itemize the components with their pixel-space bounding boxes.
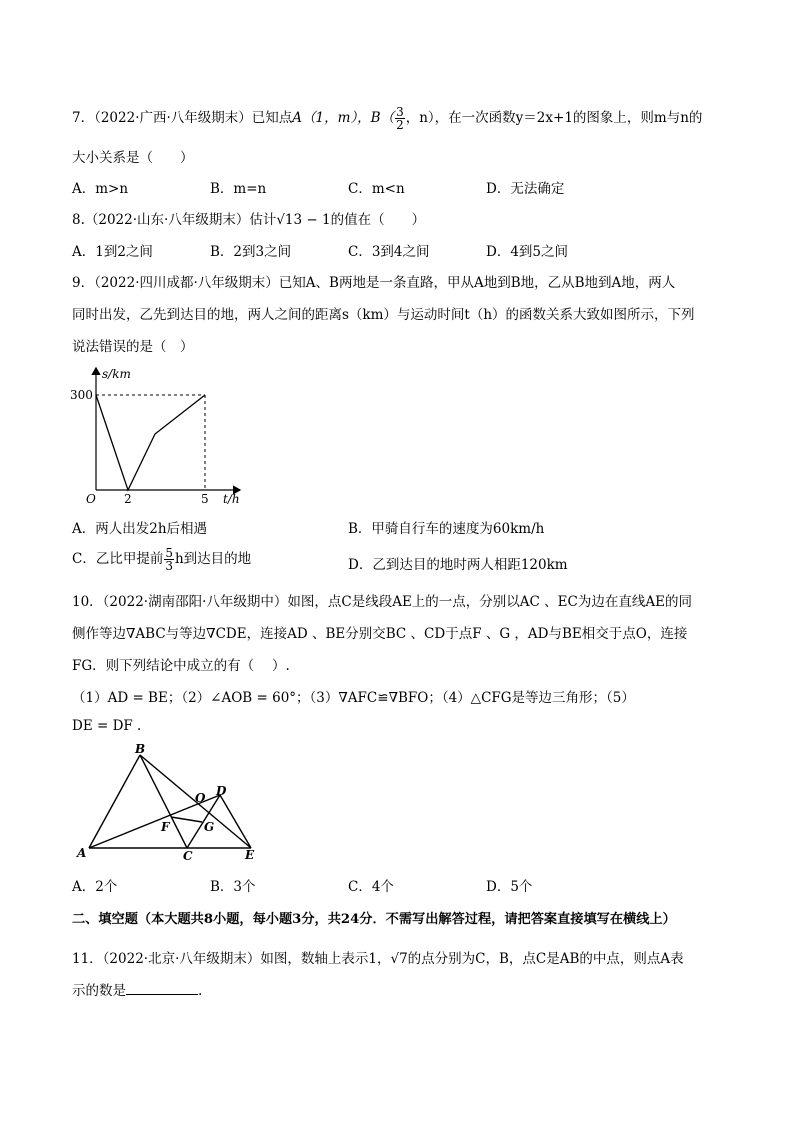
q9-optc-den: 3 xyxy=(165,559,173,573)
q7-frac-num: 3 xyxy=(396,105,404,119)
q8-text-after: 的值在（ ） xyxy=(330,212,426,228)
q10-option-b: B．3个 xyxy=(210,879,256,895)
q8-option-d: D．4到5之间 xyxy=(486,244,569,260)
q8-line xyxy=(72,208,425,228)
q11-line2 xyxy=(72,979,202,999)
q10-label-e: E xyxy=(245,848,255,862)
q11-radical: √7 xyxy=(390,951,408,967)
q10-segment-ab xyxy=(89,755,140,848)
q9-ytick-300: 300 xyxy=(70,388,93,402)
q8-option-b: B．2到3之间 xyxy=(210,244,292,260)
q7-option-b: B．m=n xyxy=(210,181,267,197)
q9-line2: 同时出发，乙先到达目的地，两人之间的距离s（km）与运动时间t（h）的函数关系大致如图所示，下列 xyxy=(72,307,695,323)
q10-option-d: D．5个 xyxy=(486,879,533,895)
q9-line1: 9．（2022·四川成都·八年级期末）已知A、B两地是一条直路，甲从A地到B地，乙从B地到A地，两人 xyxy=(72,275,676,291)
section2-heading: 二、填空题（本大题共8小题，每小题3分，共24分．不需写出解答过程，请把答案直接填写在横线上） xyxy=(72,912,676,927)
q7-frac-den: 2 xyxy=(396,118,404,132)
q10-line4: （1）AD = BE；（2）∠AOB = 60°；（3）∇AFC≌∇BFO；（4）△CFG是等边三角形；（5） xyxy=(72,690,635,706)
q7-option-c: C．m<n xyxy=(348,181,405,197)
q10-label-g: G xyxy=(204,820,215,834)
q7-prefix: 7．（2022·广西·八年级期末）已知点 xyxy=(72,110,293,126)
q11-line2-after: . xyxy=(198,983,203,999)
q11-after: 的点分别为C，B，点C是AB的中点，则点A表 xyxy=(407,951,684,967)
q9-graph-line xyxy=(96,395,205,490)
q9-line3: 说法错误的是（ ） xyxy=(72,339,194,355)
q10-segment-de xyxy=(220,795,251,848)
q10-segment-fg xyxy=(171,817,202,822)
q9-optc-after: h到达目的地 xyxy=(174,551,252,567)
q9-graph xyxy=(70,362,250,506)
q9-xtick-5: 5 xyxy=(201,492,209,506)
q10-segment-bc xyxy=(140,755,187,848)
q10-line5: DE = DF . xyxy=(72,718,142,734)
q10-option-c: C．4个 xyxy=(348,879,394,895)
q8-option-a: A．1到2之间 xyxy=(72,244,153,260)
q10-line1: 10．（2022·湖南邵阳·八年级期中）如图，点C是线段AE上的一点，分别以AC 、EC为边在直线AE的同 xyxy=(72,594,692,610)
q10-figure xyxy=(75,740,265,865)
q8-option-c: C．3到4之间 xyxy=(348,244,430,260)
q7-after-frac: ，n），在一次函数y＝2x+1的图象上，则m与n的 xyxy=(405,110,703,126)
q11-line2-before: 示的数是 xyxy=(72,983,126,999)
q9-option-c xyxy=(72,547,251,572)
q9-origin: O xyxy=(86,492,96,506)
q7-points: A（1，m），B（ xyxy=(292,110,395,126)
q9-xlabel: t/h xyxy=(223,492,240,506)
q9-ylabel: s/km xyxy=(102,367,131,381)
q9-optc-before: C．乙比甲提前 xyxy=(72,551,164,567)
q8-radical: √13 − 1 xyxy=(276,212,331,228)
q9-optc-num: 5 xyxy=(165,546,173,560)
q11-answer-blank[interactable] xyxy=(126,982,198,995)
q11-line1 xyxy=(72,947,684,967)
q10-label-f: F xyxy=(161,820,170,834)
q9-xtick-2: 2 xyxy=(124,492,132,506)
q7-option-d: D．无法确定 xyxy=(486,181,565,197)
q10-label-b: B xyxy=(135,742,146,756)
q10-option-a: A．2个 xyxy=(72,879,118,895)
q10-label-d: D xyxy=(216,784,227,798)
q7-option-a: A．m>n xyxy=(72,181,129,197)
q7-line1 xyxy=(72,106,702,131)
q10-label-o: O xyxy=(195,791,206,805)
q10-label-a: A xyxy=(77,846,87,860)
q9-option-a: A．两人出发2h后相遇 xyxy=(72,521,208,537)
q9-option-d: D．乙到达目的地时两人相距120km xyxy=(348,557,568,573)
q7-line2: 大小关系是（ ） xyxy=(72,150,194,166)
q10-line3: FG．则下列结论中成立的有（ ）. xyxy=(72,658,290,674)
q9-optc-fraction xyxy=(164,547,174,572)
q10-line2: 侧作等边∇ABC与等边∇CDE，连接AD 、BE分别交BC 、CD于点F 、G ，AD与BE相交于点O，连接 xyxy=(72,626,688,642)
q7-fraction xyxy=(395,106,405,131)
q8-text-before: 8.（2022·山东·八年级期末）估计 xyxy=(72,212,277,228)
q10-label-c: C xyxy=(183,849,193,863)
q9-option-b: B．甲骑自行车的速度为60km/h xyxy=(348,521,545,537)
q11-before: 11．（2022·北京·八年级期末）如图，数轴上表示1， xyxy=(72,951,391,967)
